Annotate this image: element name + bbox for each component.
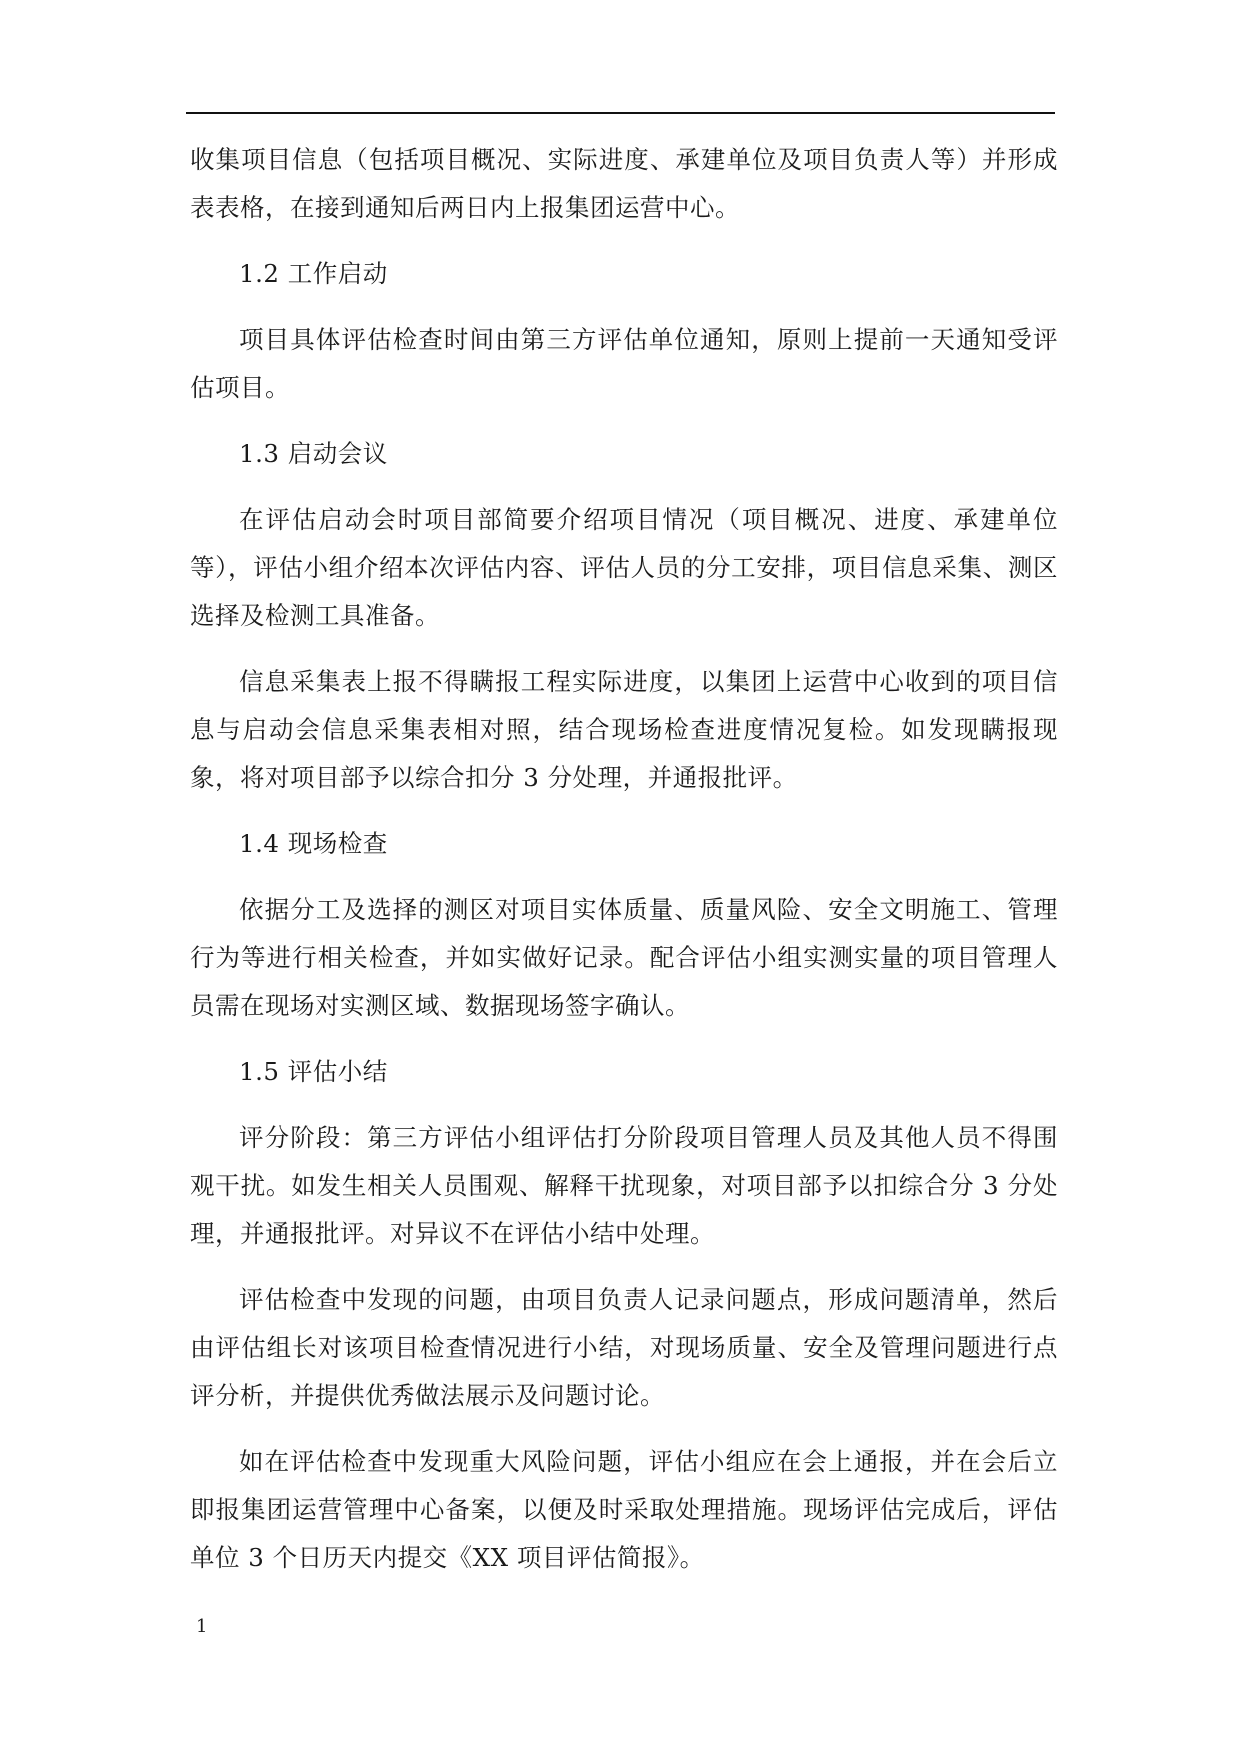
heading-1-5: 1.5 评估小结 <box>239 1057 388 1086</box>
paragraph-collect-info: 收集项目信息（包括项目概况、实际进度、承建单位及项目负责人等）并形成表表格，在接到通知后两日内上报集团运营中心。 <box>190 145 1058 222</box>
heading-1-4: 1.4 现场检查 <box>239 829 388 858</box>
page-number: 1 <box>196 1616 208 1637</box>
header-rule <box>186 112 1055 114</box>
paragraph-scoring-stage: 评分阶段：第三方评估小组评估打分阶段项目管理人员及其他人员不得围观干扰。如发生相关人员围观、解释干扰现象，对项目部予以扣综合分 3 分处理，并通报批评。对异议不在评估小结中处理。 <box>190 1123 1058 1248</box>
paragraph-work-start: 项目具体评估检查时间由第三方评估单位通知，原则上提前一天通知受评估项目。 <box>190 325 1058 402</box>
paragraph-major-risk: 如在评估检查中发现重大风险问题，评估小组应在会上通报，并在会后立即报集团运营管理中心备案，以便及时采取处理措施。现场评估完成后，评估单位 3 个日历天内提交《XX 项目评估简报》。 <box>190 1447 1058 1572</box>
paragraph-info-collection: 信息采集表上报不得瞒报工程实际进度，以集团上运营中心收到的项目信息与启动会信息采集表相对照，结合现场检查进度情况复检。如发现瞒报现象，将对项目部予以综合扣分 3 分处理，并通报批评。 <box>190 667 1058 792</box>
paragraph-site-inspection: 依据分工及选择的测区对项目实体质量、质量风险、安全文明施工、管理行为等进行相关检查，并如实做好记录。配合评估小组实测实量的项目管理人员需在现场对实测区域、数据现场签字确认。 <box>190 895 1058 1020</box>
paragraph-kickoff-meeting: 在评估启动会时项目部简要介绍项目情况（项目概况、进度、承建单位等），评估小组介绍本次评估内容、评估人员的分工安排，项目信息采集、测区选择及检测工具准备。 <box>190 505 1058 630</box>
heading-1-2: 1.2 工作启动 <box>239 259 388 288</box>
heading-1-3: 1.3 启动会议 <box>239 439 388 468</box>
paragraph-issue-list: 评估检查中发现的问题，由项目负责人记录问题点，形成问题清单，然后由评估组长对该项目检查情况进行小结，对现场质量、安全及管理问题进行点评分析，并提供优秀做法展示及问题讨论。 <box>190 1285 1058 1410</box>
document-body <box>190 136 1058 1600</box>
